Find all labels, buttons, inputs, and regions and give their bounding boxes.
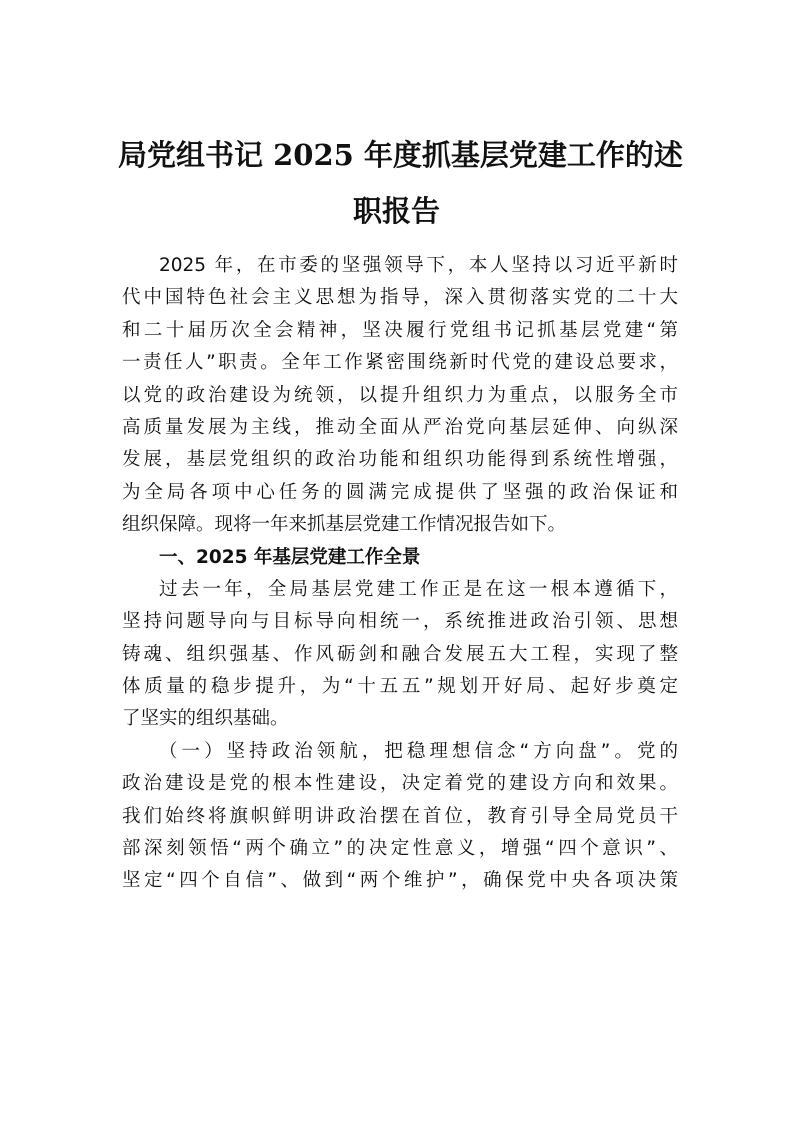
text-line: 铸魂、组织强基、作风砺剑和融合发展五大工程，实现了整 [122, 643, 678, 665]
text-line: 政治建设是党的根本性建设，决定着党的建设方向和效果。 [122, 773, 678, 795]
text-line: 发展，基层党组织的政治功能和组织功能得到系统性增强， [122, 449, 678, 471]
text-line: 2025 年，在市委的坚强领导下，本人坚持以习近平新时 [159, 255, 678, 276]
text-line: 坚定“四个自信”、做到“两个维护”，确保党中央各项决策 [122, 870, 678, 892]
text-line: 我们始终将旗帜鲜明讲政治摆在首位，教育引导全局党员干 [122, 805, 678, 827]
text-line: 代中国特色社会主义思想为指导，深入贯彻落实党的二十大 [122, 287, 678, 309]
text-line: 以党的政治建设为统领，以提升组织力为重点，以服务全市 [122, 384, 678, 406]
text-line: （一）坚持政治领航，把稳理想信念“方向盘”。党的 [159, 740, 678, 762]
text-line: 坚持问题导向与目标导向相统一，系统推进政治引领、思想 [122, 611, 678, 633]
paragraph-intro [122, 250, 678, 542]
title-line-1: 局党组书记 2025 年度抓基层党建工作的述 [118, 138, 683, 172]
document-body [122, 250, 678, 898]
section-heading: 一、2025 年基层党建工作全景 [159, 546, 421, 568]
text-line: 体质量的稳步提升，为“十五五”规划开好局、起好步奠定 [122, 676, 678, 698]
text-line: 组织保障。现将一年来抓基层党建工作情况报告如下。 [122, 514, 567, 536]
text-line: 和二十届历次全会精神，坚决履行党组书记抓基层党建“第 [122, 319, 678, 341]
document-title [118, 127, 683, 239]
text-line: 了坚实的组织基础。 [122, 708, 289, 730]
text-line: 为全局各项中心任务的圆满完成提供了坚强的政治保证和 [122, 481, 678, 503]
title-line-2: 职报告 [352, 194, 440, 228]
paragraph-overview [122, 574, 678, 736]
text-line: 高质量发展为主线，推动全面从严治党向基层延伸、向纵深 [122, 416, 678, 438]
text-line: 一责任人”职责。全年工作紧密围绕新时代党的建设总要求， [122, 352, 678, 374]
paragraph-political-leadership [122, 736, 678, 898]
text-line: 过去一年，全局基层党建工作正是在这一根本遵循下， [159, 578, 678, 600]
text-line: 部深刻领悟“两个确立”的决定性意义，增强“四个意识”、 [122, 838, 678, 860]
